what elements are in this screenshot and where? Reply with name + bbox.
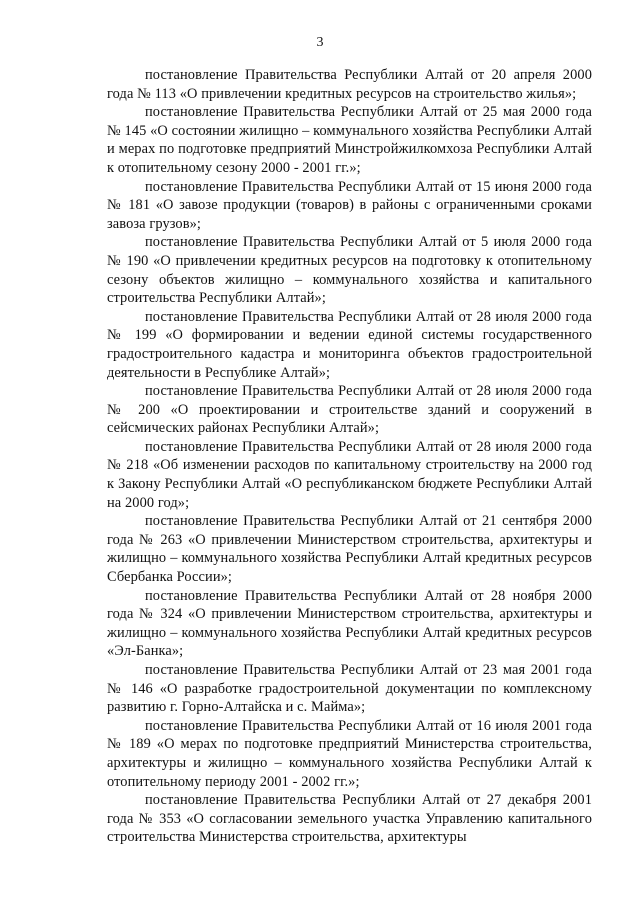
list-item: постановление Правительства Республики Алтай от 28 июля 2000 года № 218 «Об изменении расходов по капитальному строительству на 2000 год к Закону Республики Алтай «О республиканском бюджете Республики Алтай на 2000 год»; — [107, 438, 592, 511]
list-item: постановление Правительства Республики Алтай от 28 июля 2000 года № 200 «О проектировании и строительстве зданий и сооружений в сейсмических районах Республики Алтай»; — [107, 383, 592, 437]
list-item: постановление Правительства Республики Алтай от 23 мая 2001 года № 146 «О разработке градостроительной документации по комплексному развитию г. Горно-Алтайска и с. Майма»; — [107, 662, 592, 716]
list-item: постановление Правительства Республики Алтай от 16 июля 2001 года № 189 «О мерах по подготовке предприятий Министерства строительства, архитектуры и жилищно – коммунального хозяйства Республики Алтай к отопительному периоду 2001 - 2002 гг.»; — [107, 717, 592, 790]
page-number: 3 — [316, 35, 324, 50]
list-item: постановление Правительства Республики Алтай от 15 июня 2000 года № 181 «О завозе продукции (товаров) в районы с ограниченными сроками завоза грузов»; — [107, 178, 592, 232]
list-item: постановление Правительства Республики Алтай от 21 сентября 2000 года № 263 «О привлечении Министерством строительства, архитектуры и жилищно – коммунального хозяйства Республики Алтай кредитных ресурсов Сбербанка России»; — [107, 513, 592, 586]
list-item: постановление Правительства Республики Алтай от 28 ноября 2000 года № 324 «О привлечении Министерством строительства, архитектуры и жилищно – коммунального хозяйства Республики Алтай кредитных ресурсов «Эл-Банка»; — [107, 587, 592, 660]
document-body — [107, 66, 592, 847]
list-item: постановление Правительства Республики Алтай от 28 июля 2000 года № 199 «О формировании и ведении единой системы государственного градостроительного кадастра и мониторинга объектов градостроительной деятельности в Республике Алтай»; — [107, 308, 592, 381]
list-item: постановление Правительства Республики Алтай от 25 мая 2000 года № 145 «О состоянии жилищно – коммунального хозяйства Республики Алтай и мерах по подготовке предприятий Минстройжилкомхоза Республики Алтай к отопительному сезону 2000 - 2001 гг.»; — [107, 104, 592, 176]
list-item: постановление Правительства Республики Алтай от 20 апреля 2000 года № 113 «О привлечении кредитных ресурсов на строительство жилья»; — [107, 67, 592, 102]
list-item: постановление Правительства Республики Алтай от 5 июля 2000 года № 190 «О привлечении кредитных ресурсов на подготовку к отопительному сезону объектов жилищно – коммунального хозяйства и капитального строительства Республики Алтай»; — [107, 234, 592, 307]
list-item: постановление Правительства Республики Алтай от 27 декабря 2001 года № 353 «О согласовании земельного участка Управлению капитального строительства Министерства строительства, архитектуры — [107, 792, 592, 846]
